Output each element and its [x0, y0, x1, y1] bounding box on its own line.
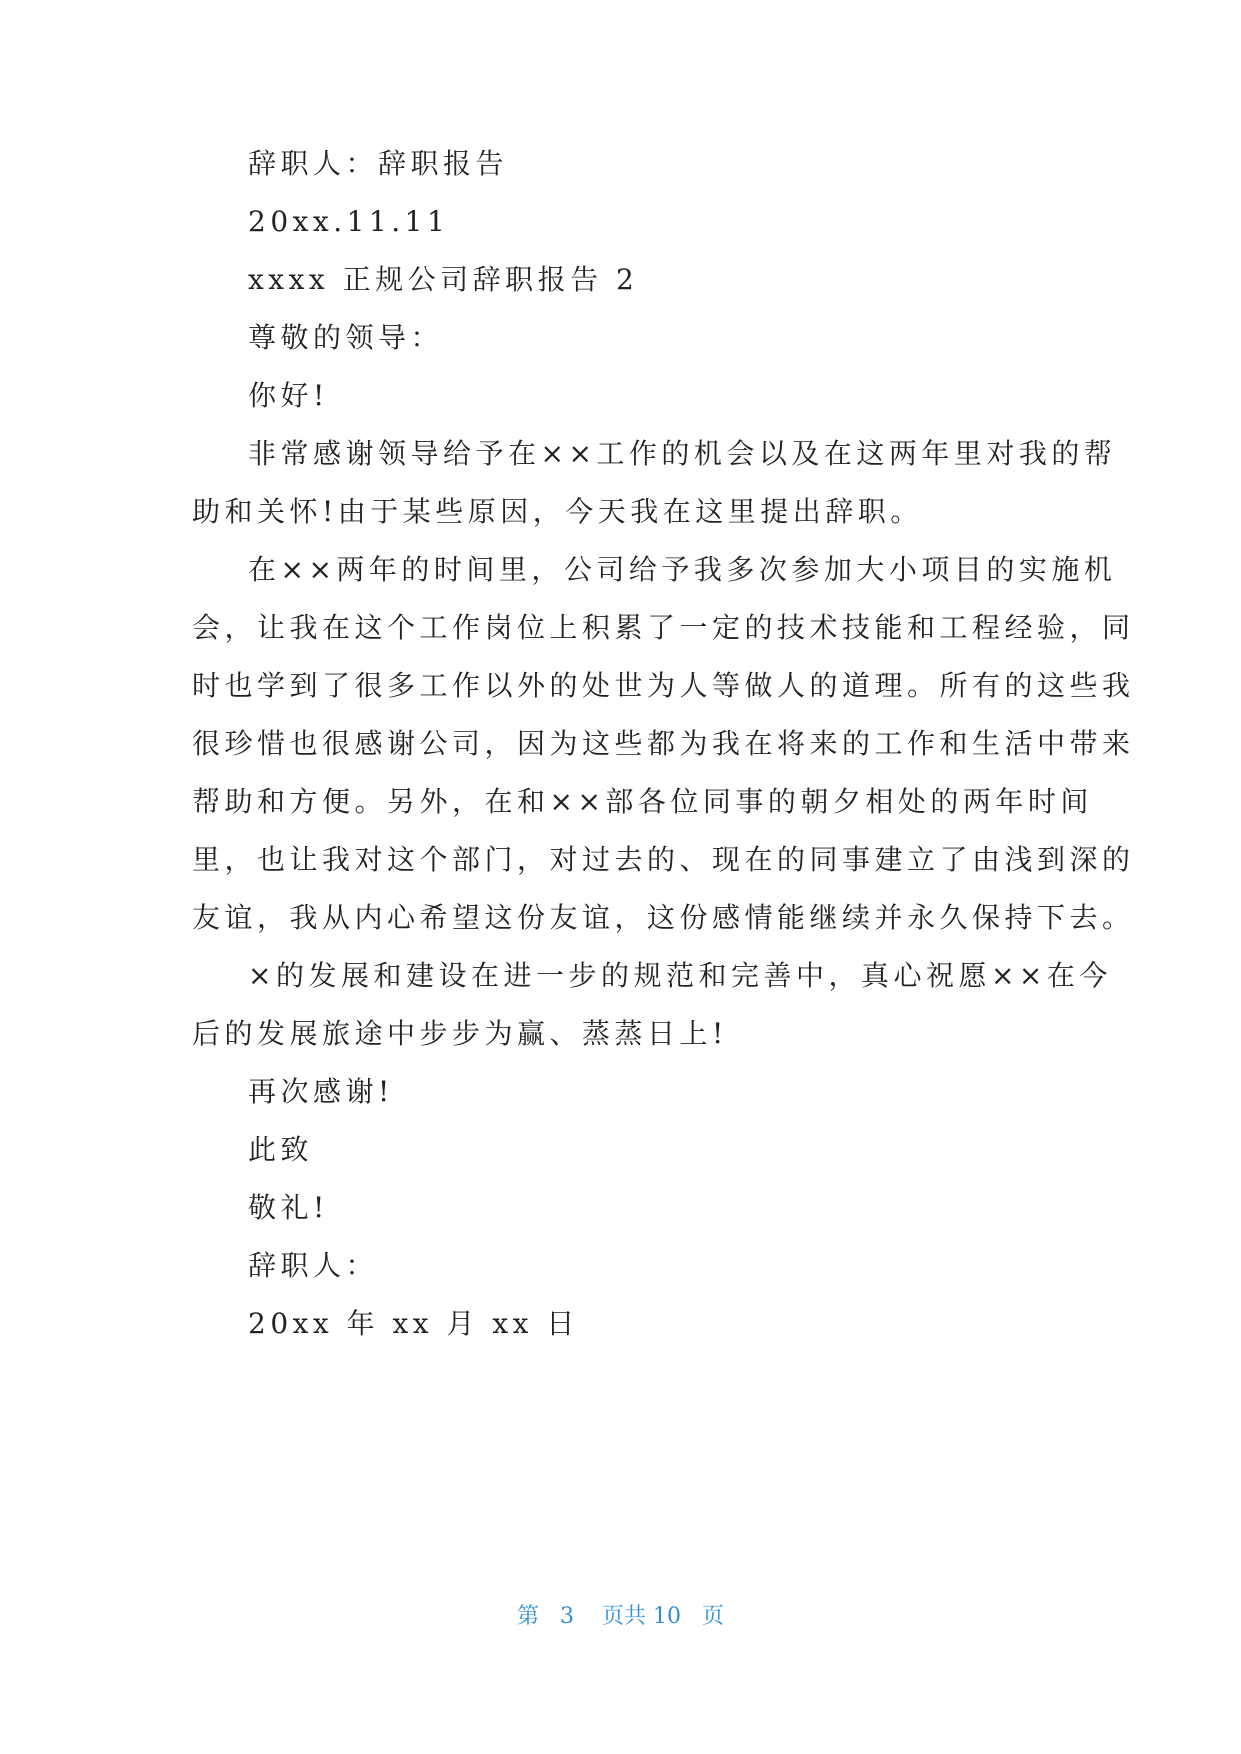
paragraph-2-line-6: 里，也让我对这个部门，对过去的、现在的同事建立了由浅到深的 — [192, 843, 1135, 876]
paragraph-2-line-7: 友谊，我从内心希望这份友谊，这份感情能继续并永久保持下去。 — [192, 901, 1135, 934]
paragraph-2-line-4: 很珍惜也很感谢公司，因为这些都为我在将来的工作和生活中带来 — [192, 727, 1135, 760]
paragraph-2-line-3: 时也学到了很多工作以外的处世为人等做人的道理。所有的这些我 — [192, 669, 1135, 702]
footer-middle: 页共 — [601, 1604, 646, 1629]
salutation: 尊敬的领导： — [248, 321, 444, 354]
page-footer — [0, 1602, 1241, 1632]
footer-total-pages: 10 — [653, 1604, 681, 1629]
paragraph-2-line-2: 会，让我在这个工作岗位上积累了一定的技术技能和工程经验，同 — [192, 611, 1135, 644]
thanks-line: 再次感谢! — [248, 1075, 394, 1108]
date-line: 20xx.11.11 — [248, 205, 450, 238]
regards-line: 敬礼! — [248, 1191, 329, 1224]
footer-prefix: 第 — [517, 1604, 540, 1629]
signature-date: 20xx 年 xx 月 xx 日 — [248, 1307, 579, 1340]
paragraph-1-line-2: 助和关怀!由于某些原因，今天我在这里提出辞职。 — [192, 495, 923, 528]
section-title: xxxx 正规公司辞职报告 2 — [248, 263, 639, 296]
paragraph-2-line-5: 帮助和方便。另外，在和××部各位同事的朝夕相处的两年时间 — [192, 785, 1093, 818]
paragraph-1-line-1: 非常感谢领导给予在××工作的机会以及在这两年里对我的帮 — [248, 437, 1117, 470]
closing-line: 此致 — [248, 1133, 314, 1166]
paragraph-3-line-1: ×的发展和建设在进一步的规范和完善中，真心祝愿××在今 — [248, 959, 1112, 992]
paragraph-3-line-2: 后的发展旅途中步步为赢、蒸蒸日上! — [192, 1017, 728, 1050]
greeting: 你好! — [248, 379, 329, 412]
paragraph-2-line-1: 在××两年的时间里，公司给予我多次参加大小项目的实施机 — [248, 553, 1117, 586]
resignee-label: 辞职人： — [248, 1249, 379, 1282]
footer-current-page: 3 — [560, 1604, 574, 1629]
footer-suffix: 页 — [701, 1604, 724, 1629]
resignee-signature-line: 辞职人：辞职报告 — [248, 147, 509, 180]
